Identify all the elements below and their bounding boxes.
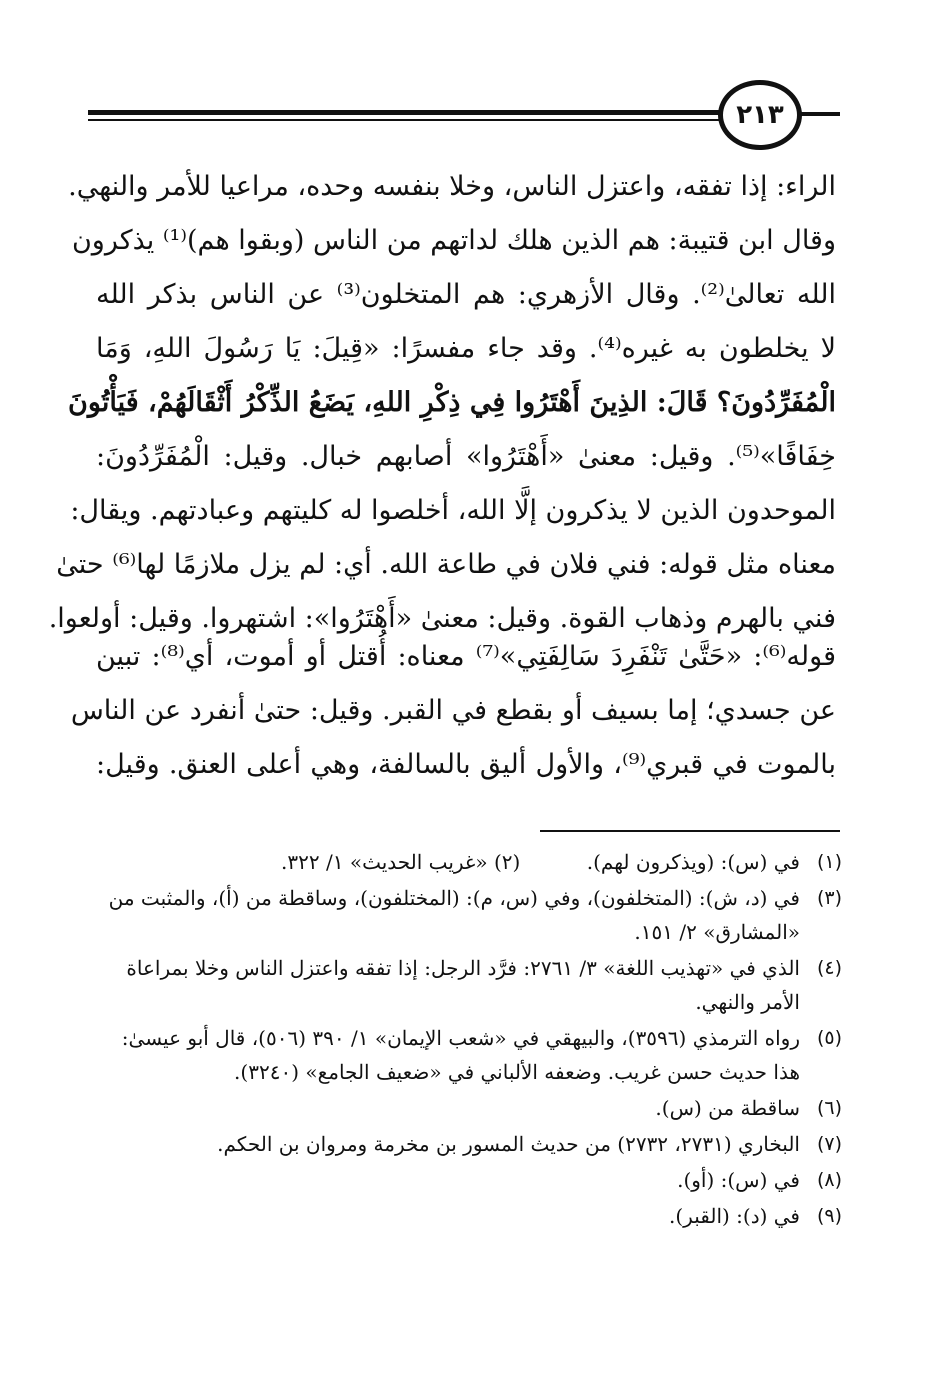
- text-line: وقال ابن قتيبة: هم الذين هلك لداتهم من الناس (وبقوا هم)⁽¹⁾ يذكرون: [71, 225, 836, 256]
- page-header: [88, 78, 848, 168]
- header-rule-right: [800, 112, 840, 116]
- footnote-number: (٣): [816, 887, 842, 909]
- text-line: لا يخلطون به غيره⁽⁴⁾. وقد جاء مفسرًا: «قِيلَ: يَا رَسُولَ اللهِ، وَمَا: [96, 333, 836, 364]
- text-line: بالموت في قبري⁽⁹⁾، والأول أليق بالسالفة، وهي أعلى العنق. وقيل:: [96, 749, 836, 780]
- text-line: الراء: إذا تفقه، واعتزل الناس، وخلا بنفسه وحده، مراعيا للأمر والنهي.: [68, 171, 836, 202]
- footnote-text: في (د): (القبر).: [669, 1204, 800, 1228]
- footnote-number: (٦): [816, 1097, 842, 1119]
- text-line: قوله⁽⁶⁾: «حَتَّىٰ تَنْفَرِدَ سَالِفَتِي»⁽⁷⁾ معناه: أُقتل أو أموت، أي⁽⁸⁾: تبين: [96, 641, 836, 672]
- footnote-number: (٥): [816, 1027, 842, 1049]
- footnote-text: في (د، ش): (المتخلفون)، وفي (س، م): (المختلفون)، وساقطة من (أ)، والمثبت من «المشارق» ٢/ ١٥١.: [108, 886, 800, 944]
- page-number-oval: [718, 80, 802, 150]
- footnote-text: في (س): (أو).: [677, 1168, 800, 1192]
- text-line-quote: الْمُفَرِّدُونَ؟ قَالَ: الذِينَ أَهْتَرُوا فِي ذِكْرِ اللهِ، يَضَعُ الذِّكْرُ أَثْقَالَهُمْ، فَيَأْتُونَ: [68, 387, 836, 418]
- footnote-text: «غريب الحديث» ١/ ٣٢٢.: [281, 850, 488, 874]
- footnote-text: ساقطة من (س).: [655, 1096, 800, 1120]
- page-number: ٢١٣: [736, 100, 784, 130]
- header-rule-thick: [88, 110, 728, 115]
- paragraph-second: [70, 630, 836, 792]
- footnotes: [96, 845, 842, 1235]
- footnote-7: [96, 1127, 842, 1161]
- footnote-text: الذي في «تهذيب اللغة» ٣/ ٢٧٦١: فرَّد الرجل: إذا تفقه واعتزل الناس وخلا بمراعاة الأمر والنهي.: [126, 956, 800, 1014]
- footnote-number: (١): [816, 851, 842, 873]
- paragraph-main: [48, 160, 836, 646]
- footnote-6: [96, 1091, 842, 1125]
- footnote-text: في (س): (ويذكرون لهم).: [586, 850, 800, 874]
- text-line: خِفَافًا»⁽⁵⁾. وقيل: معنىٰ «أَهْتَرُوا» أصابهم خبال. وقيل: الْمُفَرِّدُونَ:: [96, 441, 836, 472]
- footnote-number: (٨): [816, 1169, 842, 1191]
- footnote-1: [96, 845, 842, 879]
- footnote-3: [96, 881, 842, 949]
- footnote-4: [96, 951, 842, 1019]
- text-line: الله تعالىٰ⁽²⁾. وقال الأزهري: هم المتخلون⁽³⁾ عن الناس بذكر الله: [96, 279, 836, 310]
- footnote-text: رواه الترمذي (٣٥٩٦)، والبيهقي في «شعب الإيمان» ١/ ٣٩٠ (٥٠٦)، قال أبو عيسىٰ: هذا حديث حسن غريب. وضعفه الألباني في «ضعيف الجامع» (٣٢٤٠).: [121, 1026, 800, 1084]
- text-line: فني بالهرم وذهاب القوة. وقيل: معنىٰ «أَهْتَرُوا»: اشتهروا. وقيل: أولعوا.: [48, 603, 836, 634]
- text-line: الموحدون الذين لا يذكرون إلَّا الله، أخلصوا له كليتهم وعبادتهم. ويقال:: [70, 495, 836, 526]
- text-line: عن جسدي؛ إما بسيف أو بقطع في القبر. وقيل: حتىٰ أنفرد عن الناس: [70, 695, 836, 726]
- footnote-text: البخاري (٢٧٣١، ٢٧٣٢) من حديث المسور بن مخرمة ومروان بن الحكم.: [217, 1132, 800, 1156]
- footnote-separator: [540, 830, 840, 832]
- footnote-number: (٢): [493, 850, 521, 874]
- footnote-number: (٤): [816, 957, 842, 979]
- footnote-number: (٩): [816, 1205, 842, 1227]
- footnote-5: [96, 1021, 842, 1089]
- header-rule-thin: [88, 119, 728, 121]
- footnote-number: (٧): [816, 1133, 842, 1155]
- footnote-8: [96, 1163, 842, 1197]
- text-line: معناه مثل قوله: فني فلان في طاعة الله. أي: لم يزل ملازمًا لها⁽⁶⁾ حتىٰ: [56, 549, 836, 580]
- footnote-9: [96, 1199, 842, 1233]
